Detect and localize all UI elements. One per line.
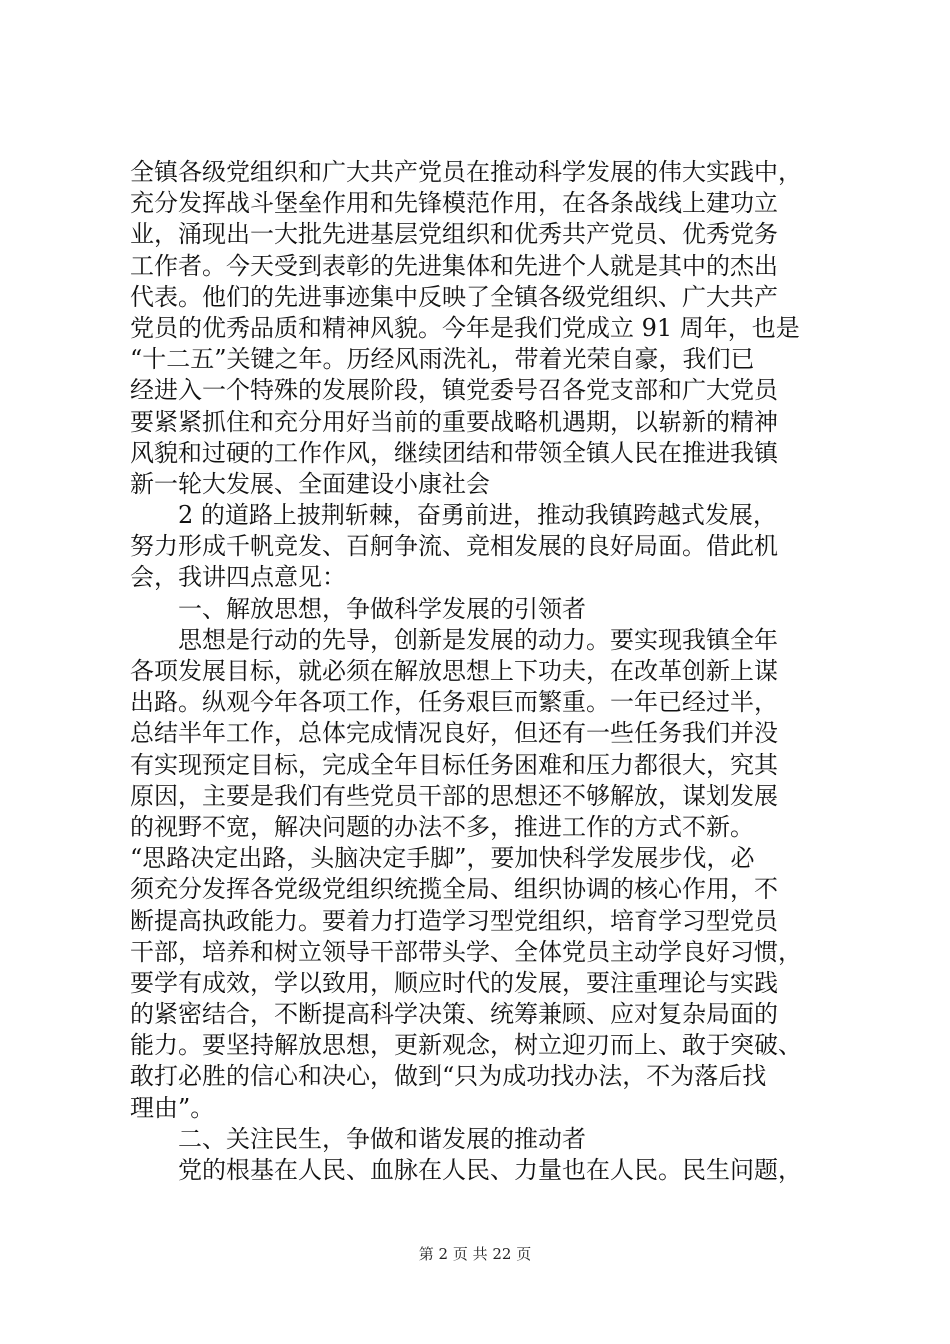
text-line: 全镇各级党组织和广大共产党员在推动科学发展的伟大实践中，	[130, 158, 802, 186]
text-line: 一、解放思想，争做科学发展的引领者	[178, 594, 586, 623]
text-line: 原因，主要是我们有些党员干部的思想还不够解放，谋划发展	[130, 781, 778, 810]
page-footer: 第 2 页 共 22 页	[418, 1245, 532, 1263]
text-line: 干部，培养和树立领导干部带头学、全体党员主动学良好习惯，	[130, 937, 802, 966]
text-line: 断提高执政能力。要着力打造学习型党组织，培育学习型党员	[130, 906, 778, 935]
text-line: 的视野不宽，解决问题的办法不多，推进工作的方式不新。	[130, 812, 754, 841]
text-line: 敢打必胜的信心和决心，做到“只为成功找办法，不为落后找	[130, 1062, 767, 1091]
text-line: 努力形成千帆竞发、百舸争流、竞相发展的良好局面。借此机	[130, 532, 778, 561]
text-line: “思路决定出路，头脑决定手脚”，要加快科学发展步伐，必	[130, 844, 755, 873]
text-line: 须充分发挥各党级党组织统揽全局、组织协调的核心作用，不	[130, 875, 778, 904]
text-line: 总结半年工作，总体完成情况良好，但还有一些任务我们并没	[130, 719, 778, 748]
text-line: 业，涌现出一大批先进基层党组织和优秀共产党员、优秀党务	[130, 220, 778, 249]
text-line: 代表。他们的先进事迹集中反映了全镇各级党组织、广大共产	[130, 282, 778, 311]
text-line: 理由”。	[130, 1093, 215, 1122]
text-line: 党的根基在人民、血脉在人民、力量也在人民。民生问题，	[178, 1156, 802, 1184]
text-line: 有实现预定目标，完成全年目标任务困难和压力都很大，究其	[130, 750, 778, 779]
text-line: 要学有成效，学以致用，顺应时代的发展，要注重理论与实践	[130, 968, 778, 997]
text-line: 经进入一个特殊的发展阶段，镇党委号召各党支部和广大党员	[130, 376, 778, 405]
text-line: 新一轮大发展、全面建设小康社会	[130, 469, 490, 498]
text-line: 能力。要坚持解放思想，更新观念，树立迎刃而上、敢于突破、	[130, 1031, 802, 1060]
body-text	[130, 157, 842, 1186]
text-line: 思想是行动的先导，创新是发展的动力。要实现我镇全年	[178, 625, 778, 654]
text-line: 出路。纵观今年各项工作，任务艰巨而繁重。一年已经过半，	[130, 688, 778, 717]
text-line: 2 的道路上披荆斩棘，奋勇前进，推动我镇跨越式发展，	[178, 501, 777, 530]
text-line: 二、关注民生，争做和谐发展的推动者	[178, 1124, 586, 1153]
text-line: 各项发展目标，就必须在解放思想上下功夫，在改革创新上谋	[130, 657, 778, 685]
text-line: 工作者。今天受到表彰的先进集体和先进个人就是其中的杰出	[130, 251, 778, 280]
text-line: 要紧紧抓住和充分用好当前的重要战略机遇期，以崭新的精神	[130, 407, 778, 436]
text-line: 风貌和过硬的工作作风，继续团结和带领全镇人民在推进我镇	[130, 438, 778, 467]
text-line: 会，我讲四点意见：	[130, 563, 346, 592]
text-line: “十二五”关键之年。历经风雨洗礼，带着光荣自豪，我们已	[130, 345, 755, 374]
text-line: 充分发挥战斗堡垒作用和先锋模范作用，在各条战线上建功立	[130, 189, 778, 218]
text-line: 党员的优秀品质和精神风貌。今年是我们党成立 91 周年，也是	[130, 313, 800, 342]
text-line: 的紧密结合，不断提高科学决策、统筹兼顾、应对复杂局面的	[130, 1000, 778, 1029]
